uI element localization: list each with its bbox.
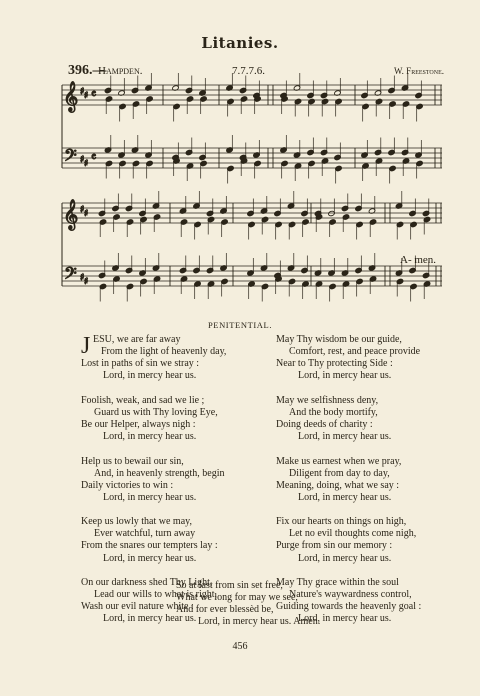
treble-clef: 𝄞 bbox=[63, 82, 79, 112]
verse-line: Lead our wills to what is right, bbox=[94, 589, 218, 601]
verse-line: Near to Thy protecting Side : bbox=[276, 358, 393, 370]
key-signature: ♯ bbox=[84, 277, 89, 287]
verse-line: Meaning, doing, what we say : bbox=[276, 479, 400, 491]
verse-line: May we selfishness deny, bbox=[276, 394, 379, 406]
hymn-composer: W. Freestone. bbox=[394, 66, 444, 76]
amen-label: A- men. bbox=[400, 254, 437, 266]
verse bbox=[81, 456, 271, 504]
refrain-line: Lord, in mercy hear us. Amen. bbox=[198, 616, 321, 628]
time-signature: 𝄴 bbox=[91, 87, 97, 101]
verse bbox=[81, 516, 271, 564]
verse-line: Diligent from day to day, bbox=[289, 467, 390, 479]
hymn-meter: 7.7.7.6. bbox=[232, 65, 265, 77]
verse-line: Be our Helper, always nigh : bbox=[81, 418, 196, 430]
verse-line: From the snares our tempters lay : bbox=[81, 540, 218, 552]
bass-clef: 𝄢 bbox=[64, 145, 77, 169]
verse-line: May Thy grace within the soul bbox=[276, 577, 399, 589]
verse-line: And for ever blessèd be, bbox=[176, 604, 274, 616]
verse-line: Keep us lowly that we may, bbox=[81, 516, 192, 528]
hymn-tune-name: Hampden. bbox=[98, 65, 143, 77]
verse bbox=[276, 334, 446, 382]
key-signature: ♯ bbox=[84, 209, 89, 219]
verse-line: Purge from sin our memory : bbox=[276, 540, 393, 552]
treble-clef: 𝄞 bbox=[63, 200, 79, 230]
key-signature: ♯ bbox=[80, 205, 85, 215]
verse-line: Guiding towards the heavenly goal : bbox=[276, 601, 422, 613]
verse-line: So at last from sin set free, bbox=[176, 580, 283, 591]
music-score bbox=[0, 0, 480, 320]
verse-line: Guard us with Thy loving Eye, bbox=[94, 406, 218, 418]
verse-line: Fix our hearts on things on high, bbox=[276, 516, 407, 528]
time-signature: 𝄴 bbox=[91, 150, 97, 164]
verse bbox=[276, 395, 446, 443]
verse-line: And, in heavenly strength, begin bbox=[94, 467, 225, 479]
key-signature: ♯ bbox=[80, 273, 85, 283]
dropcap-letter: J bbox=[81, 333, 91, 359]
verse bbox=[81, 334, 271, 382]
verse-line: Doing deeds of charity : bbox=[276, 418, 373, 430]
verse-line: ESU, we are far away bbox=[93, 334, 181, 345]
verse bbox=[81, 395, 271, 443]
bass-clef: 𝄢 bbox=[64, 263, 77, 287]
verse-line: Help us to bewail our sin, bbox=[81, 455, 184, 467]
verse-line: Make us earnest when we pray, bbox=[276, 455, 402, 467]
verse-line: What we long for may we see, bbox=[176, 592, 298, 604]
verse-line: Comfort, rest, and peace provide bbox=[289, 346, 421, 358]
refrain-line: Lord, in mercy hear us. bbox=[103, 370, 197, 382]
hymn-number: 396.— bbox=[68, 63, 107, 78]
page-heading: Litanies. bbox=[201, 34, 279, 52]
refrain-line: Lord, in mercy hear us. bbox=[103, 552, 197, 564]
final-verse bbox=[176, 580, 320, 628]
refrain-line: Lord, in mercy hear us. bbox=[298, 491, 392, 503]
verse-line: May Thy wisdom be our guide, bbox=[276, 334, 402, 345]
refrain-line: Lord, in mercy hear us. bbox=[298, 370, 392, 382]
refrain-line: Lord, in mercy hear us. bbox=[298, 431, 392, 443]
verse-line: Nature's waywardness control, bbox=[289, 589, 412, 601]
key-signature: ♯ bbox=[84, 91, 89, 101]
verse bbox=[276, 516, 446, 564]
refrain-line: Lord, in mercy hear us. bbox=[103, 491, 197, 503]
refrain-line: Lord, in mercy hear us. bbox=[103, 613, 197, 625]
key-signature: ♯ bbox=[80, 155, 85, 165]
verse-line: From the light of heavenly day, bbox=[101, 346, 227, 358]
page-number: 456 bbox=[232, 641, 248, 652]
refrain-line: Lord, in mercy hear us. bbox=[298, 613, 392, 625]
verse-line: Wash our evil nature white : bbox=[81, 601, 194, 613]
verse-line: On our darkness shed Thy Light, bbox=[81, 577, 213, 589]
verse-line: Lost in paths of sin we stray : bbox=[81, 358, 200, 370]
verse-line: Let no evil thoughts come nigh, bbox=[289, 528, 417, 540]
key-signature: ♯ bbox=[80, 87, 85, 97]
verse-line: Daily victories to win : bbox=[81, 479, 174, 491]
refrain-line: Lord, in mercy hear us. bbox=[103, 431, 197, 443]
verse bbox=[276, 456, 446, 504]
section-title: PENITENTIAL. bbox=[207, 320, 273, 330]
verse-line: Ever watchful, turn away bbox=[94, 528, 196, 540]
verse-line: And the body mortify, bbox=[289, 406, 378, 418]
refrain-line: Lord, in mercy hear us. bbox=[298, 552, 392, 564]
verse-line: Foolish, weak, and sad we lie ; bbox=[81, 394, 205, 406]
key-signature: ♯ bbox=[84, 159, 89, 169]
